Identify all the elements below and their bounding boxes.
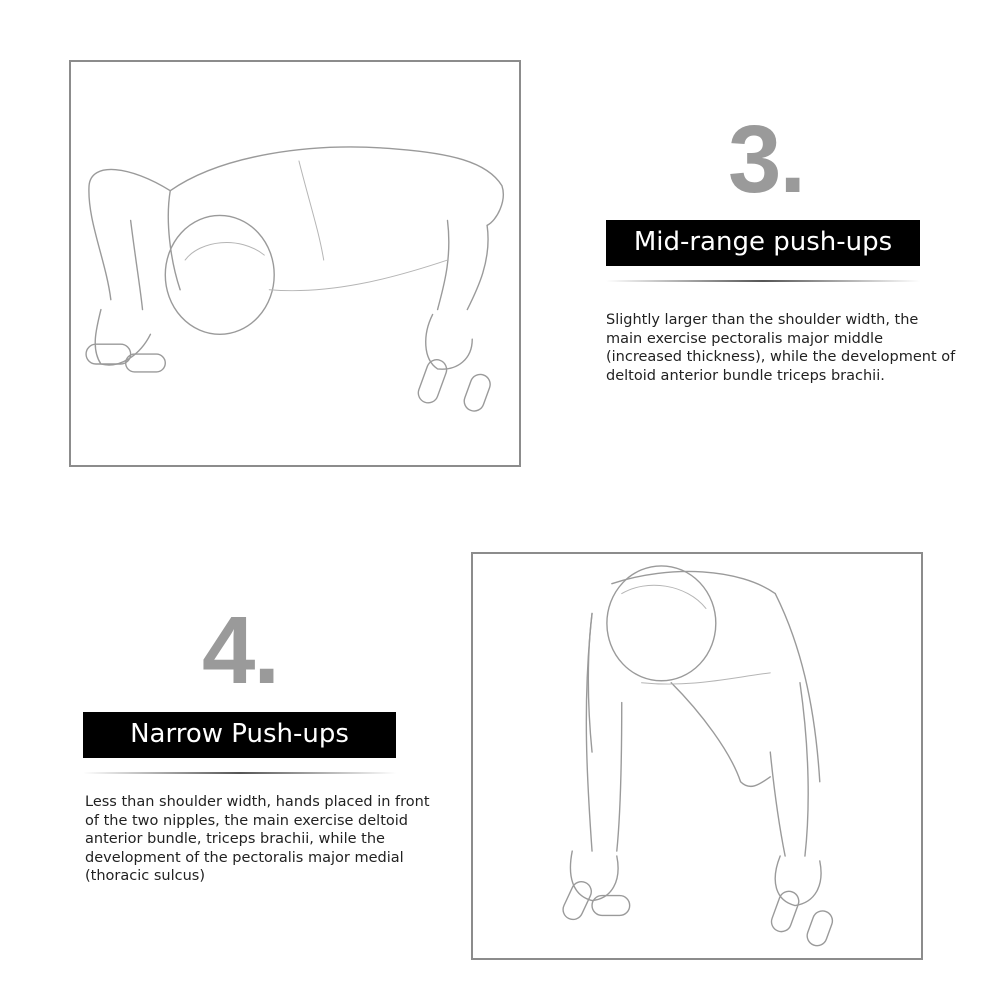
mid-range-pushups-description: Slightly larger than the shoulder width, the main exercise pectoralis major middle (increased thickness), while the development of deltoid anterior bundle triceps brachii. <box>606 312 956 384</box>
narrow-pushups-description: Less than shoulder width, hands placed in front of the two nipples, the main exercise deltoid anterior bundle, triceps brachii, while the development of the pectoralis major medial (thoracic sulcus) <box>85 794 430 884</box>
section3-divider <box>606 280 920 282</box>
step-number-4: 4. <box>202 597 279 704</box>
narrow-pushups-title: Narrow Push-ups <box>83 712 396 758</box>
narrow-pushup-sketch <box>473 554 921 958</box>
mid-range-pushups-title: Mid-range push-ups <box>606 220 920 266</box>
mid-range-pushup-sketch <box>71 62 519 465</box>
narrow-pushup-illustration <box>471 552 923 960</box>
mid-range-pushup-illustration <box>69 60 521 467</box>
section4-divider <box>83 772 396 774</box>
step-number-3: 3. <box>728 106 805 213</box>
